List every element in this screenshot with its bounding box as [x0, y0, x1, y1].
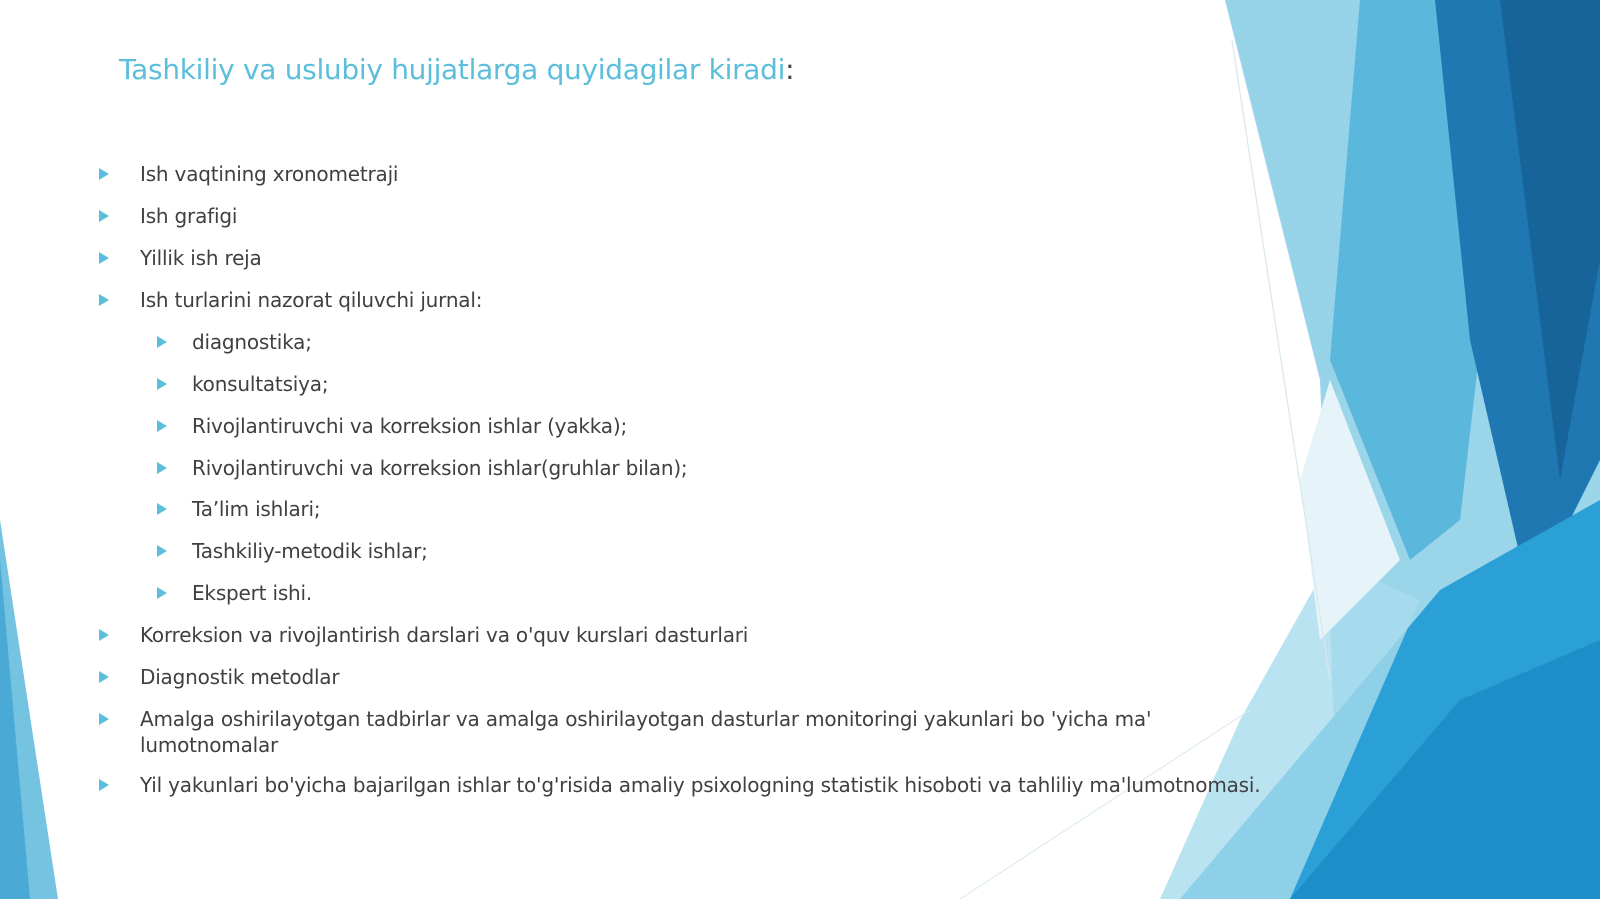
triangle-right-icon	[99, 168, 109, 180]
sub-bullet-item	[192, 538, 1092, 564]
bullet-text: Ekspert ishi.	[192, 581, 313, 605]
bullet-text: Yil yakunlari bo'yicha bajarilgan ishlar to'g'risida amaliy psixologning statistik hisoboti va tahliliy ma'lumotnomasi.	[140, 773, 1261, 797]
bullet-text: Ta’lim ishlari;	[192, 497, 321, 521]
bullet-text: diagnostika;	[192, 330, 312, 354]
slide-title-colon: :	[785, 53, 795, 86]
triangle-right-icon	[99, 671, 109, 683]
triangle-right-icon	[99, 294, 109, 306]
sub-bullet-item	[192, 371, 1092, 397]
bullet-text: Ish grafigi	[140, 204, 238, 228]
bullet-item	[140, 287, 1180, 313]
bullet-item	[140, 706, 1180, 758]
bullet-text: Yillik ish reja	[140, 246, 262, 270]
bullet-text: Rivojlantiruvchi va korreksion ishlar(gruhlar bilan);	[192, 456, 688, 480]
slide-title-text: Tashkiliy va uslubiy hujjatlarga quyidagilar kiradi	[119, 53, 786, 86]
triangle-right-icon	[99, 252, 109, 264]
bullet-text: Amalga oshirilayotgan tadbirlar va amalga oshirilayotgan dasturlar monitoringi yakunlari bo 'yicha ma' lumotnomalar	[140, 707, 1152, 757]
triangle-right-icon	[99, 629, 109, 641]
sub-bullet-item	[192, 580, 1092, 606]
bullet-text: Korreksion va rivojlantirish darslari va o'quv kurslari dasturlari	[140, 623, 749, 647]
bullet-text: Tashkiliy-metodik ishlar;	[192, 539, 428, 563]
triangle-right-icon	[157, 378, 167, 390]
triangle-right-icon	[157, 545, 167, 557]
bullet-text: konsultatsiya;	[192, 372, 329, 396]
bullet-text: Rivojlantiruvchi va korreksion ishlar (yakka);	[192, 414, 627, 438]
bullet-item	[140, 622, 1180, 648]
triangle-right-icon	[99, 713, 109, 725]
sub-bullet-item	[192, 496, 1092, 522]
sub-bullet-item	[192, 455, 1092, 481]
bullet-item	[140, 664, 1180, 690]
sub-bullet-item	[192, 413, 1092, 439]
triangle-right-icon	[99, 779, 109, 791]
bullet-item	[140, 203, 1180, 229]
bullet-text: Ish turlarini nazorat qiluvchi jurnal:	[140, 288, 483, 312]
bullet-text: Diagnostik metodlar	[140, 665, 340, 689]
sub-bullet-item	[192, 329, 1092, 355]
triangle-right-icon	[157, 420, 167, 432]
triangle-right-icon	[157, 587, 167, 599]
triangle-right-icon	[99, 210, 109, 222]
triangle-right-icon	[157, 336, 167, 348]
triangle-right-icon	[157, 462, 167, 474]
bullet-item	[140, 245, 1180, 271]
triangle-right-icon	[157, 503, 167, 515]
bullet-text: Ish vaqtining xronometraji	[140, 162, 399, 186]
bullet-item	[140, 772, 1290, 798]
bullet-item	[140, 161, 1180, 187]
